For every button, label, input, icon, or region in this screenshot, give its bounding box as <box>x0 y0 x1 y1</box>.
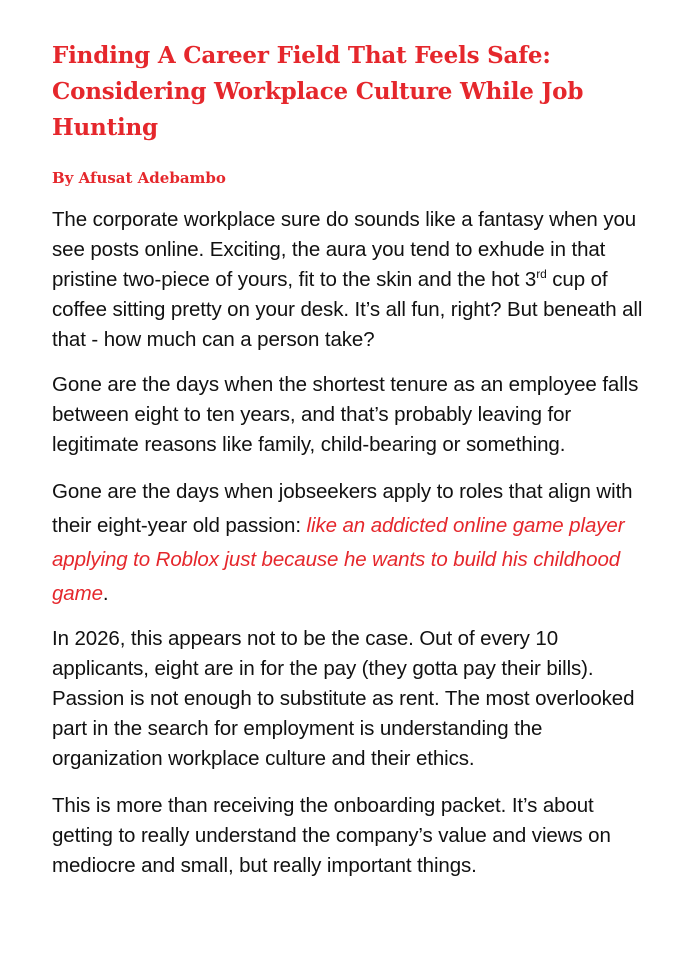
paragraph-passion-text-a: Gone are the days when jobseekers apply to roles that align with their eight-year old passion: <box>52 480 633 537</box>
author-byline: By Afusat Adebambo <box>52 169 226 187</box>
paragraph-intro-text-b: cup of coffee sitting pretty on your desk. It’s all fun, right? But beneath all that - how much can a person take? <box>52 268 643 351</box>
highlighted-quote: like an addicted online game player applying to Roblox just because he wants to build his childhood game <box>52 514 625 605</box>
paragraph-passion-text-b: . <box>102 582 109 605</box>
paragraph-2026: In 2026, this appears not to be the case. Out of every 10 applicants, eight are in for the pay (they gotta pay their bills). Passion is not enough to substitute as rent. The most overlooked part in the search for employment is understanding the organization workplace culture and their ethics. <box>52 627 635 770</box>
article <box>52 38 652 881</box>
paragraph-intro-text-a: The corporate workplace sure do sounds like a fantasy when you see posts online. Exciting, the aura you tend to exhude in that pristine two-piece of yours, fit to the skin and the hot 3 <box>52 208 637 291</box>
paragraph-onboarding: This is more than receiving the onboarding packet. It’s about getting to really understand the company’s value and views on mediocre and small, but really important things. <box>52 794 611 877</box>
ordinal-suffix: rd <box>536 267 547 281</box>
paragraph-tenure: Gone are the days when the shortest tenure as an employee falls between eight to ten years, and that’s probably leaving for legitimate reasons like family, child-bearing or something. <box>52 373 639 456</box>
paragraph-passion <box>52 475 652 611</box>
paragraph-intro <box>52 205 652 355</box>
article-title: Finding A Career Field That Feels Safe: Considering Workplace Culture While Job Hunting <box>52 42 584 141</box>
